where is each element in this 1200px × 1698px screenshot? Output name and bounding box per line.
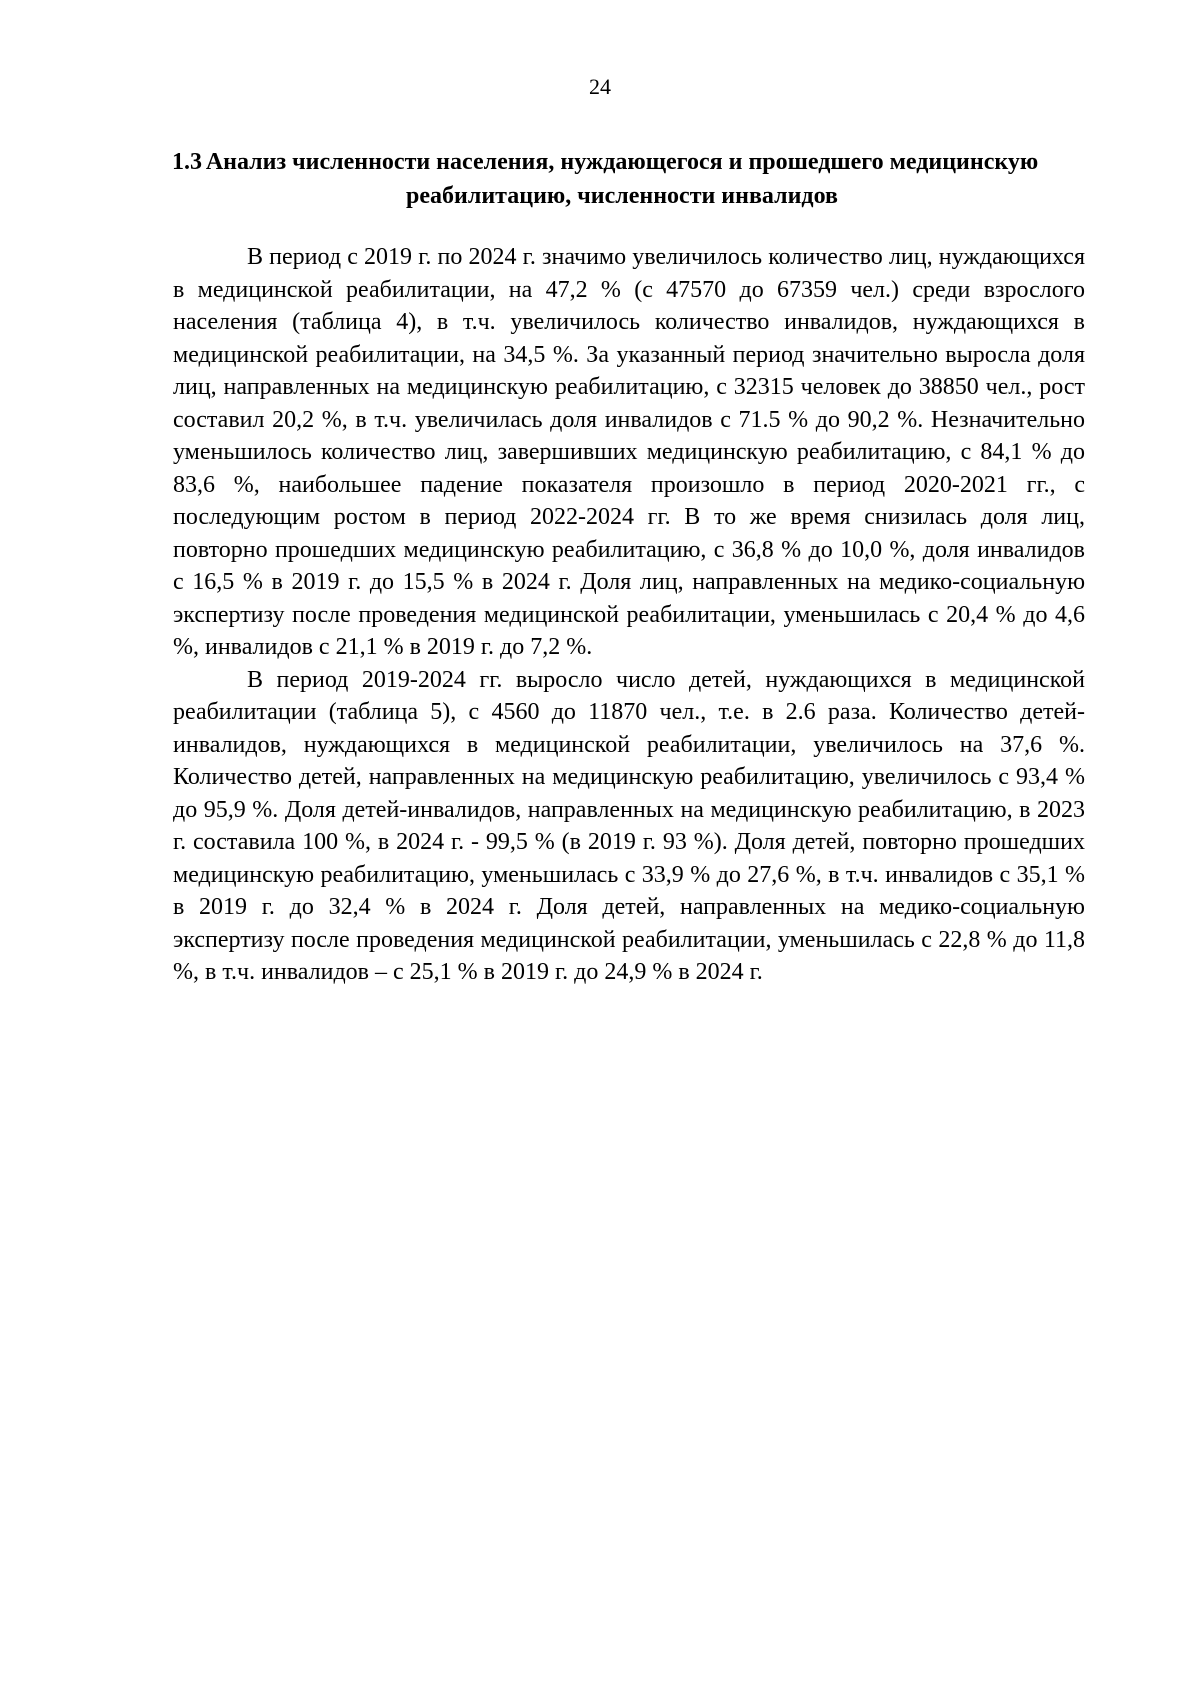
section-number: 1.3 [172,149,202,175]
section-heading [172,145,1072,213]
section-title: Анализ численности населения, нуждающегося и прошедшего медицинскую реабилитацию, численности инвалидов [205,149,1039,209]
page-number: 24 [589,74,611,99]
paragraph-adults: В период с 2019 г. по 2024 г. значимо увеличилось количество лиц, нуждающихся в медицинской реабилитации, на 47,2 % (с 47570 до 67359 чел.) среди взрослого населения (таблица 4), в т.ч. увеличилось количество инвалидов, нуждающихся в медицинской реабилитации, на 34,5 %. За указанный период значительно выросла доля лиц, направленных на медицинскую реабилитацию, с 32315 человек до 38850 чел., рост составил 20,2 %, в т.ч. увеличилась доля инвалидов с 71.5 % до 90,2 %. Незначительно уменьшилось количество лиц, завершивших медицинскую реабилитацию, с 84,1 % до 83,6 %, наибольшее падение показателя произошло в период 2020-2021 гг., с последующим ростом в период 2022-2024 гг. В то же время снизилась доля лиц, повторно прошедших медицинскую реабилитацию, с 36,8 % до 10,0 %, доля инвалидов с 16,5 % в 2019 г. до 15,5 % в 2024 г. Доля лиц, направленных на медико-социальную экспертизу после проведения медицинской реабилитации, уменьшилась с 20,4 % до 4,6 %, инвалидов с 21,1 % в 2019 г. до 7,2 %. [173,244,1085,660]
body-text [173,241,1085,989]
paragraph-children: В период 2019-2024 гг. выросло число детей, нуждающихся в медицинской реабилитации (таблица 5), с 4560 до 11870 чел., т.е. в 2.6 раза. Количество детей-инвалидов, нуждающихся в медицинской реабилитации, увеличилось на 37,6 %. Количество детей, направленных на медицинскую реабилитацию, увеличилось с 93,4 % до 95,9 %. Доля детей-инвалидов, направленных на медицинскую реабилитацию, в 2023 г. составила 100 %, в 2024 г. - 99,5 % (в 2019 г. 93 %). Доля детей, повторно прошедших медицинскую реабилитацию, уменьшилась с 33,9 % до 27,6 %, в т.ч. инвалидов с 35,1 % в 2019 г. до 32,4 % в 2024 г. Доля детей, направленных на медико-социальную экспертизу после проведения медицинской реабилитации, уменьшилась с 22,8 % до 11,8 %, в т.ч. инвалидов – с 25,1 % в 2019 г. до 24,9 % в 2024 г. [173,666,1085,985]
